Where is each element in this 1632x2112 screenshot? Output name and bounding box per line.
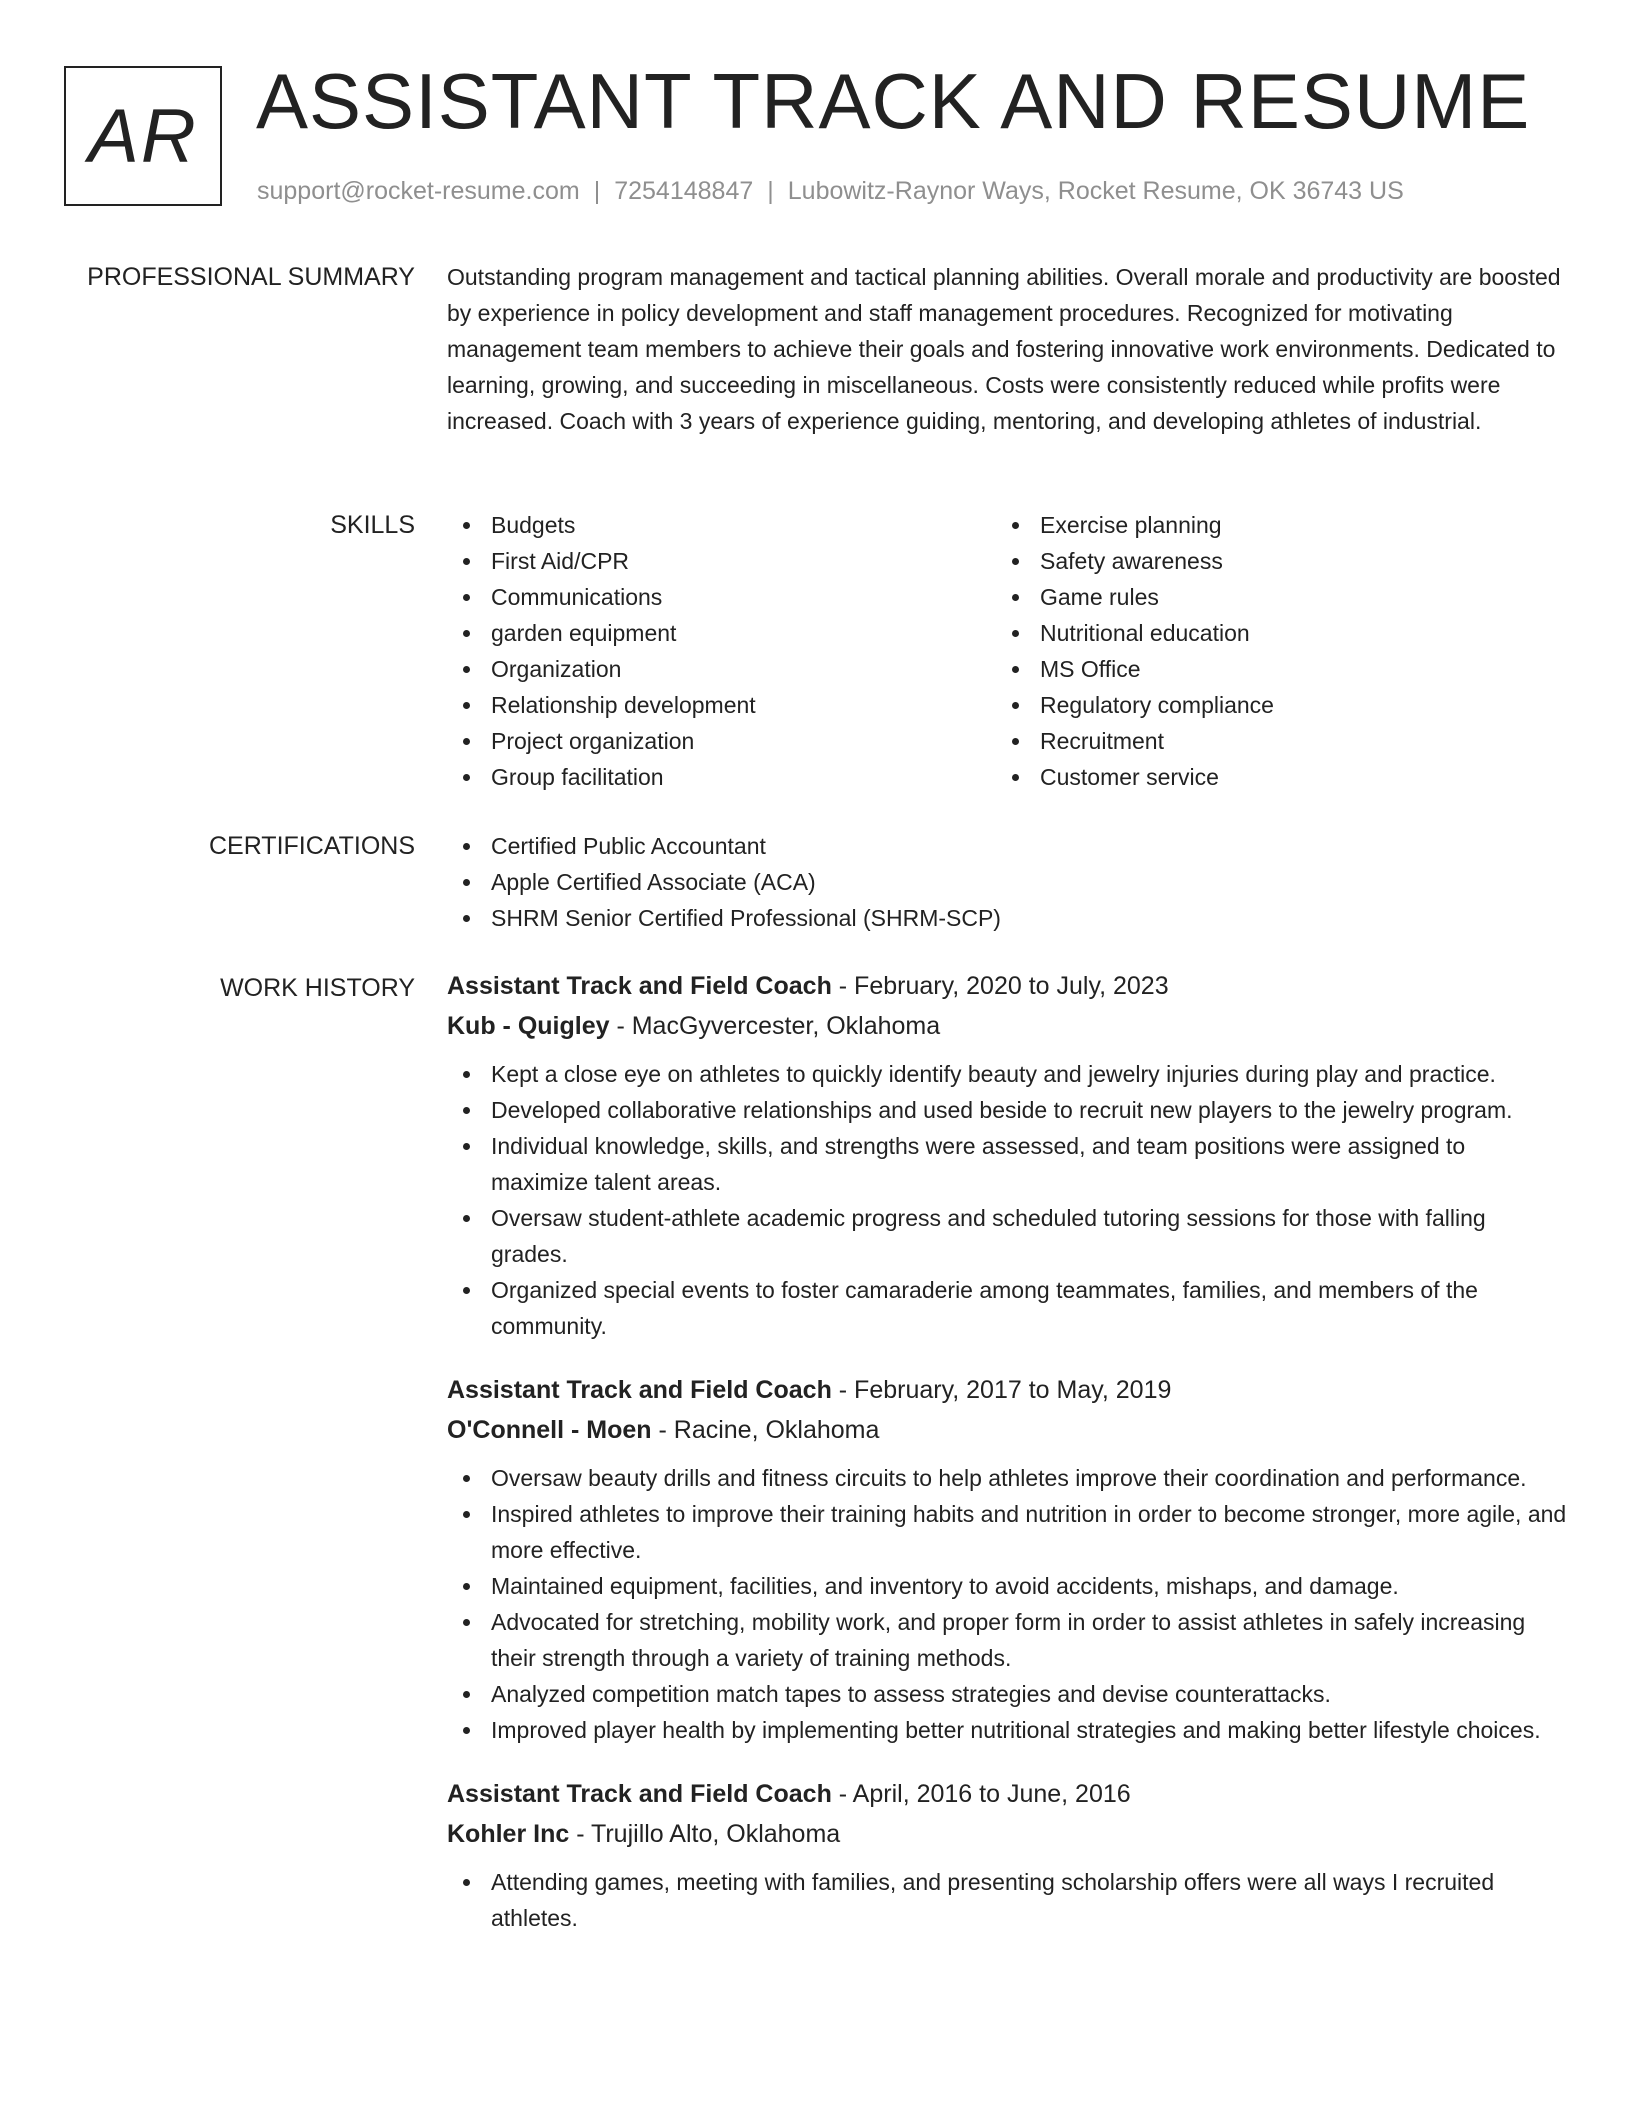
job-bullets [447, 1056, 1567, 1344]
job-location: - MacGyvercester, Oklahoma [609, 1012, 941, 1040]
monogram-logo [64, 66, 222, 206]
job-bullet: Organized special events to foster camaraderie among teammates, families, and members of the community. [447, 1272, 1567, 1344]
job-title-line [447, 966, 1567, 1006]
certification-item: Certified Public Accountant [447, 828, 1567, 864]
job-company-line [447, 1814, 1567, 1854]
job-dates: - February, 2017 to May, 2019 [831, 1376, 1172, 1404]
job-company: O'Connell - Moen [447, 1416, 652, 1444]
skills-grid [447, 507, 1567, 795]
contact-address: Lubowitz-Raynor Ways, Rocket Resume, OK 36743 US [787, 177, 1404, 205]
certification-item: Apple Certified Associate (ACA) [447, 864, 1567, 900]
certification-item: SHRM Senior Certified Professional (SHRM-SCP) [447, 900, 1567, 936]
job-title: Assistant Track and Field Coach [447, 972, 832, 1000]
job-dates: - April, 2016 to June, 2016 [831, 1780, 1131, 1808]
skill-item: Customer service [996, 759, 1545, 795]
contact-separator: | [593, 177, 601, 205]
skill-item: MS Office [996, 651, 1545, 687]
job-title-line [447, 1774, 1567, 1814]
job-company: Kub - Quigley [447, 1012, 610, 1040]
section-label-summary: PROFESSIONAL SUMMARY [87, 263, 415, 291]
job-entry [447, 1370, 1567, 1748]
job-location: - Trujillo Alto, Oklahoma [569, 1820, 841, 1848]
contact-phone: 7254148847 [614, 177, 754, 205]
certifications-list [447, 828, 1567, 936]
job-bullet: Kept a close eye on athletes to quickly identify beauty and jewelry injuries during play and practice. [447, 1056, 1567, 1092]
monogram-initials: AR [88, 93, 198, 179]
skills-right-list [996, 507, 1545, 795]
skill-item: First Aid/CPR [447, 543, 996, 579]
section-label-skills: SKILLS [330, 511, 415, 539]
skill-item: Communications [447, 579, 996, 615]
skill-item: Project organization [447, 723, 996, 759]
skill-item: Budgets [447, 507, 996, 543]
skill-item: Group facilitation [447, 759, 996, 795]
section-label-certifications: CERTIFICATIONS [208, 832, 415, 860]
job-bullet: Developed collaborative relationships and used beside to recruit new players to the jewelry program. [447, 1092, 1567, 1128]
job-bullet: Oversaw beauty drills and fitness circuits to help athletes improve their coordination and performance. [447, 1460, 1567, 1496]
job-title: Assistant Track and Field Coach [447, 1376, 832, 1404]
job-dates: - February, 2020 to July, 2023 [831, 972, 1169, 1000]
skill-item: Regulatory compliance [996, 687, 1545, 723]
contact-separator: | [767, 177, 774, 205]
job-bullets [447, 1460, 1567, 1748]
jobs-list [447, 966, 1567, 1962]
job-bullet: Advocated for stretching, mobility work, and proper form in order to assist athletes in safely increasing their strength through a variety of training methods. [447, 1604, 1567, 1676]
resume-name: ASSISTANT TRACK AND RESUME [256, 57, 1531, 145]
job-bullet: Oversaw student-athlete academic progress and scheduled tutoring sessions for those with falling grades. [447, 1200, 1567, 1272]
skill-item: Relationship development [447, 687, 996, 723]
contact-email: support@rocket-resume.com [257, 177, 580, 205]
contact-line [257, 174, 1404, 208]
job-bullet: Analyzed competition match tapes to assess strategies and devise counterattacks. [447, 1676, 1567, 1712]
job-bullet: Inspired athletes to improve their training habits and nutrition in order to become stronger, more agile, and more effective. [447, 1496, 1567, 1568]
skill-item: Nutritional education [996, 615, 1545, 651]
skill-item: Safety awareness [996, 543, 1545, 579]
job-bullet: Individual knowledge, skills, and strengths were assessed, and team positions were assigned to maximize talent areas. [447, 1128, 1567, 1200]
skill-item: Organization [447, 651, 996, 687]
job-title: Assistant Track and Field Coach [447, 1780, 832, 1808]
job-bullet: Attending games, meeting with families, and presenting scholarship offers were all ways I recruited athletes. [447, 1864, 1567, 1936]
job-company-line [447, 1410, 1567, 1450]
job-entry [447, 966, 1567, 1344]
summary-text: Outstanding program management and tactical planning abilities. Overall morale and productivity are boosted by experience in policy development and staff management procedures. Recognized for motivating management team members to achieve their goals and fostering innovative work environments. Dedicated to learning, growing, and succeeding in miscellaneous. Costs were consistently reduced while profits were increased. Coach with 3 years of experience guiding, mentoring, and developing athletes of industrial. [447, 264, 1561, 434]
job-company: Kohler Inc [447, 1820, 570, 1848]
job-bullets [447, 1864, 1567, 1936]
job-company-line [447, 1006, 1567, 1046]
job-bullet: Maintained equipment, facilities, and inventory to avoid accidents, mishaps, and damage. [447, 1568, 1567, 1604]
skill-item: Recruitment [996, 723, 1545, 759]
skill-item: garden equipment [447, 615, 996, 651]
job-entry [447, 1774, 1567, 1936]
skill-item: Game rules [996, 579, 1545, 615]
job-bullet: Improved player health by implementing better nutritional strategies and making better lifestyle choices. [447, 1712, 1567, 1748]
job-location: - Racine, Oklahoma [651, 1416, 880, 1444]
skill-item: Exercise planning [996, 507, 1545, 543]
job-title-line [447, 1370, 1567, 1410]
skills-left-list [447, 507, 996, 795]
section-label-work-history: WORK HISTORY [220, 974, 415, 1002]
